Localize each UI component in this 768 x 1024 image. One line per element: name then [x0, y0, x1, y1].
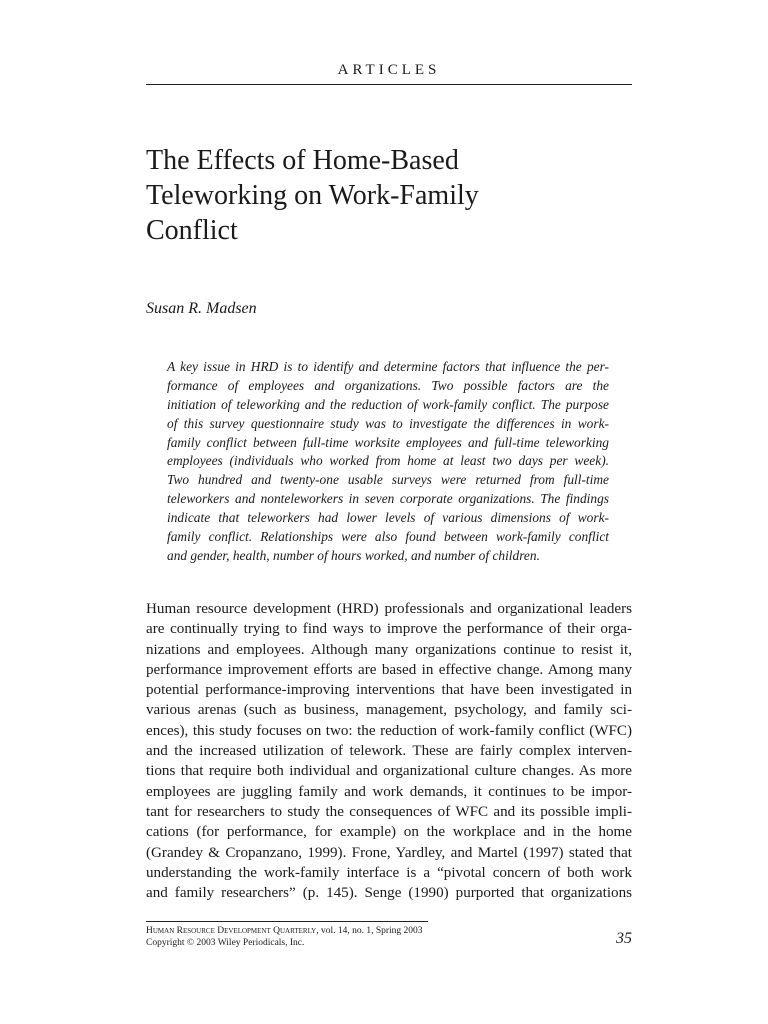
body-line: and the increased utilization of telework. These are fairly complex interven- — [146, 743, 632, 760]
abstract-line: indicate that teleworkers had lower levels of various dimensions of work- — [167, 510, 609, 526]
body-line: employees are juggling family and work demands, it continues to be impor- — [146, 783, 632, 800]
body-line: nizations and employees. Although many organizations continue to resist it, — [146, 641, 632, 658]
page-number: 35 — [616, 930, 632, 947]
body-line: tions that require both individual and organizational culture changes. As more — [146, 763, 632, 780]
abstract-line: of this survey questionnaire study was to investigate the differences in work- — [167, 415, 609, 431]
body-line: potential performance-improving interventions that have been investigated in — [146, 682, 632, 699]
body-line: performance improvement efforts are based in effective change. Among many — [146, 661, 632, 678]
section-divider — [146, 84, 632, 85]
abstract-line: formance of employees and organizations. Two possible factors are the — [167, 377, 609, 393]
body-line: tant for researchers to study the consequences of WFC and its possible impli- — [146, 803, 632, 820]
copyright-notice: Copyright © 2003 Wiley Periodicals, Inc. — [146, 938, 305, 948]
footer-divider — [146, 921, 428, 922]
body-line: various arenas (such as business, management, psychology, and family sci- — [146, 702, 632, 719]
journal-name: Human Resource Development Quarterly — [146, 926, 317, 936]
abstract-line: employees (individuals who worked from home at least two days per week). — [167, 453, 609, 469]
author-name: Susan R. Madsen — [146, 300, 257, 317]
section-label: ARTICLES — [337, 62, 441, 78]
abstract-line: A key issue in HRD is to identify and determine factors that influence the per- — [167, 359, 609, 374]
abstract-line: family conflict. Relationships were also found between work-family conflict — [167, 529, 609, 545]
body-line: ences), this study focuses on two: the reduction of work-family conflict (WFC) — [146, 722, 632, 739]
body-line: understanding the work-family interface is a “pivotal concern of both work — [146, 864, 632, 881]
title-line: Teleworking on Work-Family — [146, 180, 479, 211]
body-line: are continually trying to find ways to improve the performance of their orga- — [146, 621, 632, 638]
journal-citation — [146, 925, 423, 937]
body-line: Human resource development (HRD) professionals and organizational leaders — [146, 601, 632, 617]
title-line: The Effects of Home-Based — [146, 145, 459, 176]
title-line: Conflict — [146, 215, 238, 246]
body-paragraph — [146, 599, 632, 903]
journal-details: , vol. 14, no. 1, Spring 2003 — [316, 926, 423, 936]
abstract — [167, 358, 609, 566]
abstract-line: family conflict between full-time worksite employees and full-time teleworking — [167, 434, 609, 450]
body-line: (Grandey & Cropanzano, 1999). Frone, Yardley, and Martel (1997) stated that — [146, 844, 632, 861]
article-title — [146, 143, 666, 248]
abstract-line: Two hundred and twenty-one usable surveys were returned from full-time — [167, 472, 609, 488]
abstract-line: teleworkers and nonteleworkers in seven corporate organizations. The findings — [167, 491, 609, 507]
abstract-line: and gender, health, number of hours worked, and number of children. — [167, 547, 540, 563]
body-line: cations (for performance, for example) on the workplace and in the home — [146, 824, 632, 841]
abstract-line: initiation of teleworking and the reduction of work-family conflict. The purpose — [167, 396, 609, 412]
body-line: and family researchers” (p. 145). Senge (1990) purported that organizations — [146, 885, 632, 902]
